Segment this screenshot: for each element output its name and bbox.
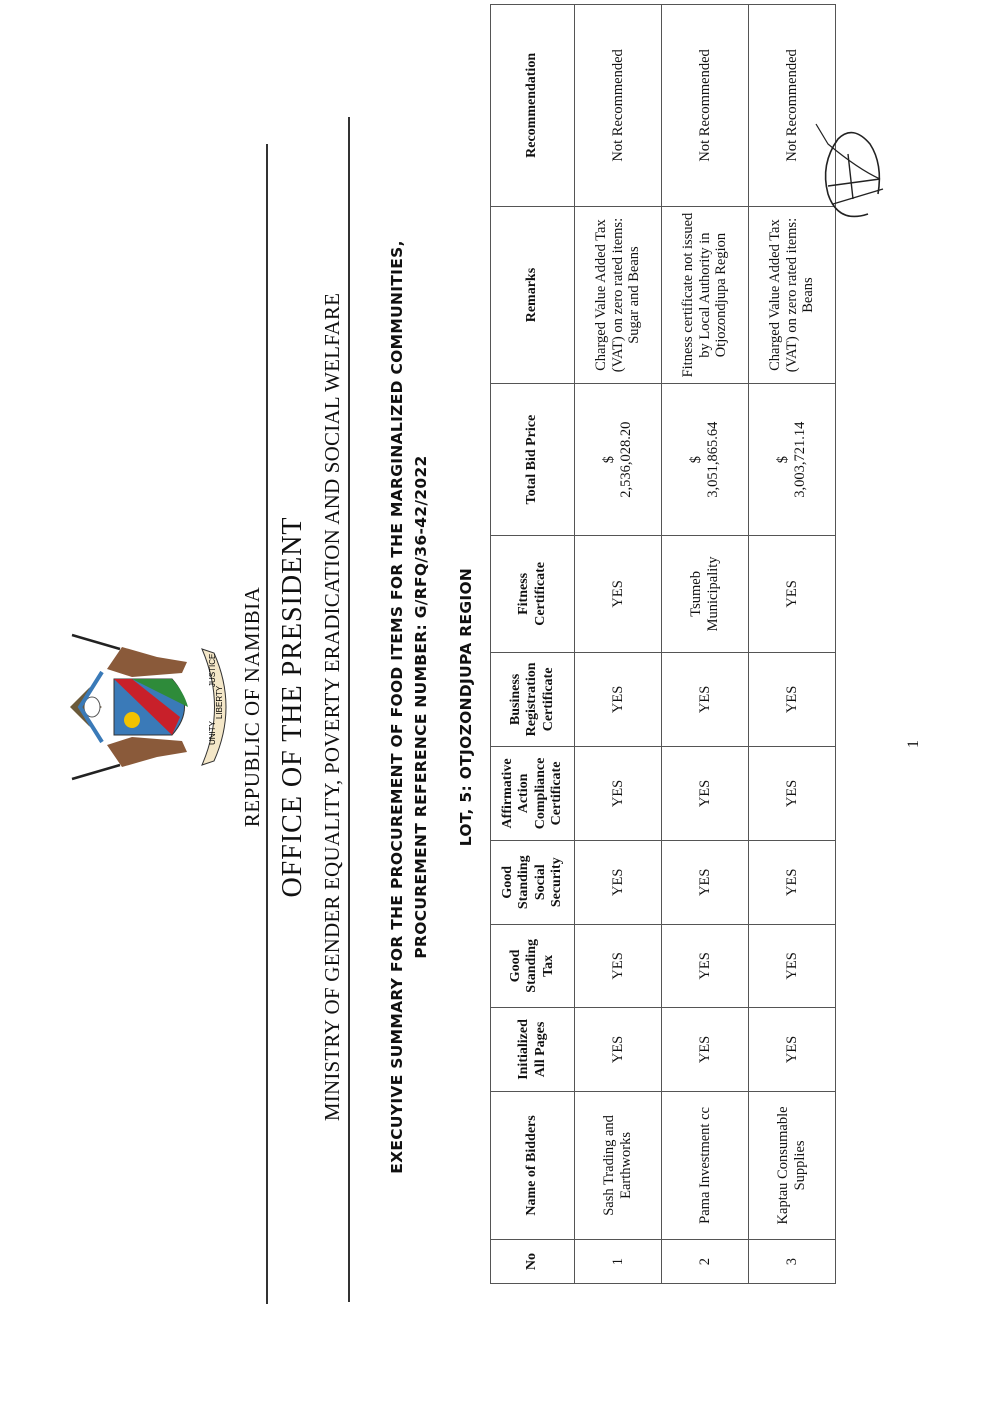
cell-initialized: YES — [662, 1008, 749, 1092]
cell-remarks: Charged Value Added Tax (VAT) on zero rated items: Beans — [749, 206, 836, 384]
cell-fitness: Tsumeb Municipality — [662, 535, 749, 652]
lot-heading: LOT, 5: OTJOZONDJUPA REGION — [457, 567, 475, 847]
cell-affirmative: YES — [575, 746, 662, 840]
header-initialized: Initialized All Pages — [491, 1008, 575, 1092]
cell-social: YES — [575, 840, 662, 924]
procurement-reference: PROCUREMENT REFERENCE NUMBER: G/RFQ/36-42/2022 — [412, 455, 430, 959]
crest-motto-unity: UNITY — [208, 721, 217, 745]
cell-name: Sash Trading and Earthworks — [575, 1091, 662, 1239]
currency-symbol: $ — [688, 456, 705, 464]
cell-tax: YES — [749, 924, 836, 1008]
cell-price — [749, 384, 836, 536]
namibia-coat-of-arms-icon — [62, 627, 237, 787]
office-heading: OFFICE OF THE PRESIDENT — [277, 516, 308, 898]
cell-remarks: Charged Value Added Tax (VAT) on zero rated items: Sugar and Beans — [575, 206, 662, 384]
cell-recommendation: Not Recommended — [662, 5, 749, 207]
header-no: No — [491, 1240, 575, 1284]
cell-price — [662, 384, 749, 536]
handwritten-signature-icon — [808, 114, 898, 234]
price-value: 3,051,865.64 — [705, 421, 721, 498]
cell-recommendation: Not Recommended — [575, 5, 662, 207]
price-value: 2,536,028.20 — [618, 421, 634, 498]
cell-business: YES — [749, 652, 836, 746]
cell-no: 3 — [749, 1240, 836, 1284]
cell-social: YES — [662, 840, 749, 924]
page-number: 1 — [905, 740, 922, 748]
header-remarks: Remarks — [491, 206, 575, 384]
cell-remarks: Fitness certificate not issued by Local Authority in Otjozondjupa Region — [662, 206, 749, 384]
cell-affirmative: YES — [662, 746, 749, 840]
cell-recommendation: Not Recommended — [749, 5, 836, 207]
header-recommendation: Recommendation — [491, 5, 575, 207]
cell-fitness: YES — [575, 535, 662, 652]
header-rule-top — [266, 144, 268, 1304]
table-row — [662, 5, 749, 1284]
cell-social: YES — [749, 840, 836, 924]
cell-business: YES — [662, 652, 749, 746]
cell-no: 2 — [662, 1240, 749, 1284]
cell-fitness: YES — [749, 535, 836, 652]
cell-name: Pama Investment cc — [662, 1091, 749, 1239]
cell-tax: YES — [575, 924, 662, 1008]
crest-motto-justice: JUSTICE — [208, 653, 217, 687]
header-social: Good Standing Social Security — [491, 840, 575, 924]
cell-affirmative: YES — [749, 746, 836, 840]
republic-heading: REPUBLIC OF NAMIBIA — [240, 586, 264, 828]
header-tax: Good Standing Tax — [491, 924, 575, 1008]
bids-table — [490, 4, 836, 1284]
cell-price — [575, 384, 662, 536]
cell-name: Kaptau Consumable Supplies — [749, 1091, 836, 1239]
currency-symbol: $ — [601, 456, 618, 464]
cell-tax: YES — [662, 924, 749, 1008]
header-fitness: Fitness Certificate — [491, 535, 575, 652]
table-header-row — [491, 5, 575, 1284]
cell-initialized: YES — [575, 1008, 662, 1092]
price-value: 3,003,721.14 — [792, 421, 808, 498]
header-price: Total Bid Price — [491, 384, 575, 536]
crest-motto-liberty: LIBERTY — [215, 685, 224, 719]
cell-initialized: YES — [749, 1008, 836, 1092]
cell-business: YES — [575, 652, 662, 746]
currency-symbol: $ — [775, 456, 792, 464]
header-business: Business Registration Certificate — [491, 652, 575, 746]
header-affirmative: Affirmative Action Compliance Certificate — [491, 746, 575, 840]
header-name: Name of Bidders — [491, 1091, 575, 1239]
summary-title: EXECUYIVE SUMMARY FOR THE PROCUREMENT OF FOOD ITEMS FOR THE MARGINALIZED COMMUNITIES, — [388, 240, 406, 1174]
header-rule-bottom — [348, 117, 350, 1302]
table-row — [575, 5, 662, 1284]
cell-no: 1 — [575, 1240, 662, 1284]
ministry-heading: MINISTRY OF GENDER EQUALITY, POVERTY ERADICATION AND SOCIAL WELFARE — [320, 292, 344, 1122]
